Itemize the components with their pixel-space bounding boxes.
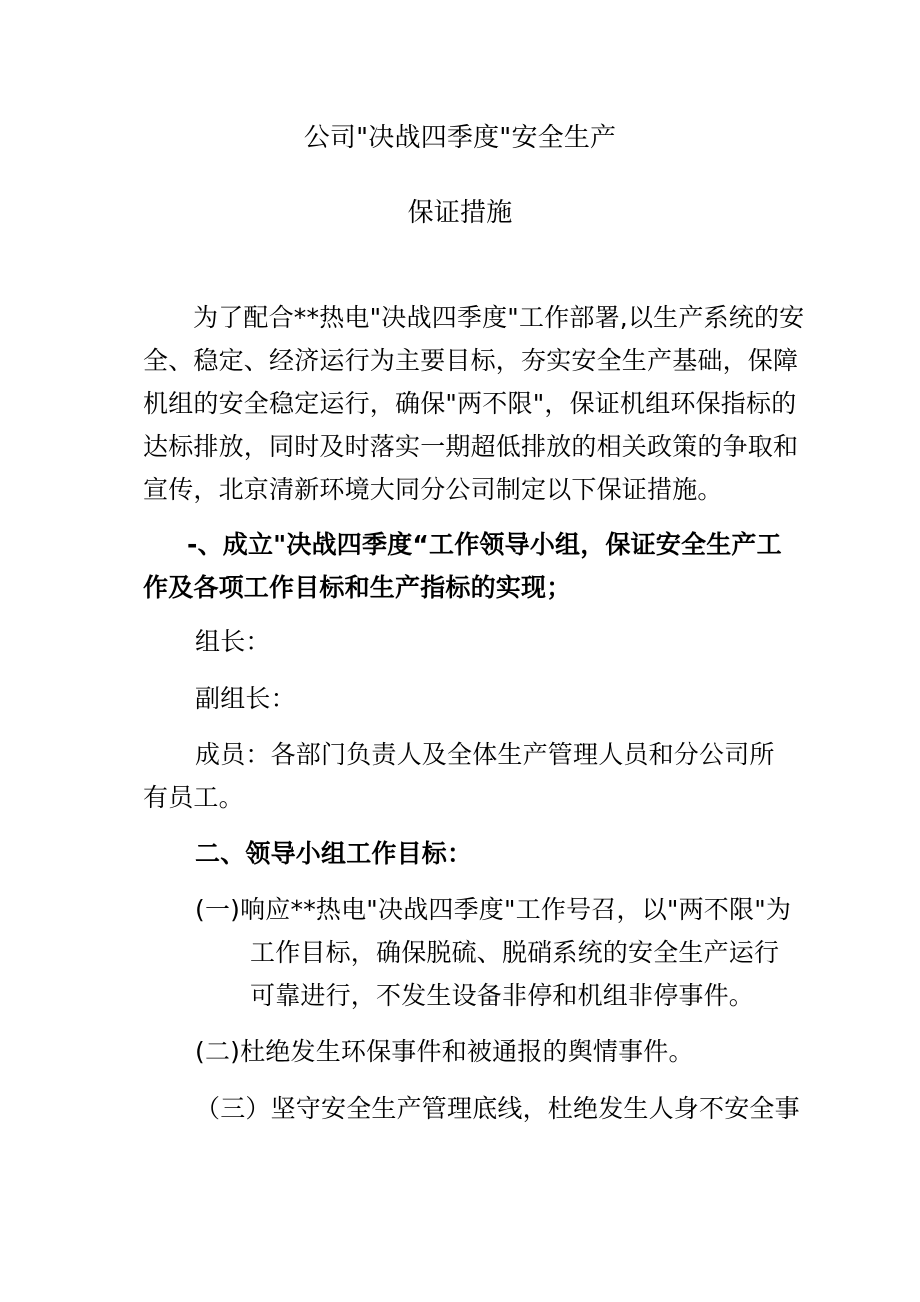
goal-1-line: 可靠进行，不发生设备非停和机组非停事件。 (250, 981, 755, 1010)
intro-paragraph-line: 宣传，北京清新环境大同分公司制定以下保证措施。 (143, 475, 723, 504)
section-1-heading-line: -、成立"决战四季度“工作领导小组，保证安全生产工 (187, 530, 782, 559)
document-title-line-1: 公司"决战四季度"安全生产 (303, 123, 617, 153)
section-1-heading-line: 作及各项工作目标和生产指标的实现； (143, 573, 572, 602)
goal-2-line: (二)杜绝发生环保事件和被通报的舆情事件。 (195, 1037, 694, 1066)
document-title-line-2: 保证措施 (407, 198, 513, 228)
intro-paragraph-line: 为了配合**热电"决战四季度"工作部署,以生产系统的安 (193, 303, 805, 332)
intro-paragraph-line: 机组的安全稳定运行，确保"两不限"，保证机组环保指标的 (143, 389, 797, 418)
leader-label: 组长： (195, 627, 271, 656)
goal-3-line: （三）坚守安全生产管理底线，杜绝发生人身不安全事 (195, 1094, 800, 1123)
intro-paragraph-line: 全、稳定、经济运行为主要目标，夯实安全生产基础，保障 (143, 346, 799, 375)
intro-paragraph-line: 达标排放，同时及时落实一期超低排放的相关政策的争取和 (143, 432, 799, 461)
members-line: 成员：各部门负责人及全体生产管理人员和分公司所 (195, 740, 775, 769)
goal-1-line: 工作目标，确保脱硫、脱硝系统的安全生产运行 (250, 938, 780, 967)
deputy-leader-label: 副组长： (195, 684, 296, 713)
goal-1-line: (一)响应**热电"决战四季度"工作号召，以"两不限"为 (195, 895, 792, 924)
section-2-heading: 二、领导小组工作目标： (195, 839, 473, 868)
members-line: 有员工。 (143, 783, 244, 812)
